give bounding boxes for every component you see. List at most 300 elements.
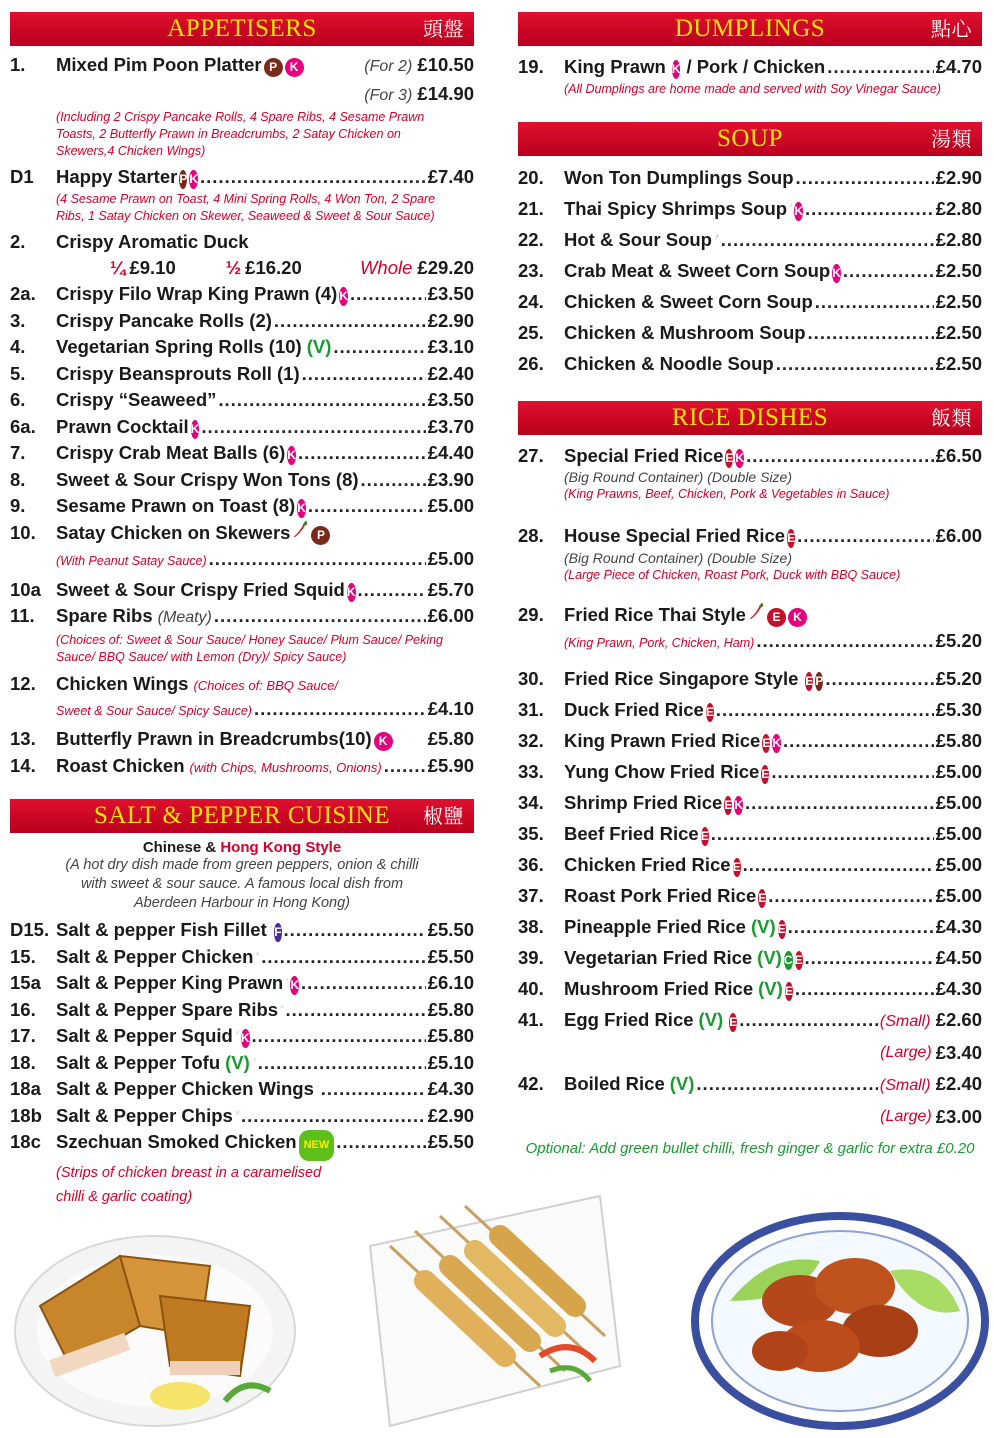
menu-item-11 [10,603,474,632]
crustacean-badge-icon: K [735,449,744,468]
item-price: £4.10 [427,698,474,719]
egg-badge-icon: E [761,765,769,784]
menu-item [10,281,474,308]
leader-dots [746,443,934,470]
leader-dots [241,1103,426,1130]
egg-badge-icon: E [767,608,786,627]
dumplings-chinese-title: 點心 [931,17,972,41]
menu-item [10,440,474,467]
egg-badge-icon: E [729,1013,737,1032]
egg-badge-icon: E [733,858,741,877]
item-name: Shrimp Fried Rice [564,791,723,813]
item-price: £5.00 [935,791,982,813]
item-number: 16. [10,998,36,1020]
item-number: 11. [10,605,35,626]
chicken-wings-photo [690,1181,990,1436]
item-number: 30. [518,667,544,689]
vegetarian-mark: (V) [306,336,332,357]
item-name: Egg Fried Rice [564,1008,694,1030]
item-number: 18c [10,1131,41,1152]
menu-item-12-price [10,699,474,720]
egg-badge-icon: E [706,703,714,722]
item-number: 40. [518,977,544,999]
item-price: £3.70 [427,415,474,437]
item-number: 10. [10,521,36,543]
item-price: £2.90 [427,309,474,331]
item-price: £2.50 [935,352,982,374]
half-label: ½ [225,257,242,278]
item-price: £5.70 [427,578,474,600]
item-name: Crispy Crab Meat Balls (6) [56,442,286,463]
item-name: Roast Chicken [56,754,185,776]
subtitle-hong-kong: Hong Kong Style [220,839,342,856]
rice-list [518,663,982,1004]
item-name: King Prawn Fried Rice [564,729,761,751]
menu-item-41-large [518,1037,982,1068]
menu-item [518,663,982,694]
leader-dots [768,880,933,911]
crustacean-badge-icon: K [189,170,198,189]
vegetarian-mark: (V) [750,915,776,937]
salt-pepper-subtitle [10,839,474,856]
item-number: 20. [518,166,544,188]
item-number: 22. [518,228,544,250]
item-number: 10a [10,578,41,600]
item-name: Crispy Pancake Rolls (2) [56,309,272,331]
chilli-icon [749,603,765,621]
item-number: 17. [10,1025,36,1046]
description-line: (A hot dry dish made from green peppers, onion & chilli [65,857,419,873]
crustacean-badge-icon: K [672,60,681,79]
item-number: 2. [10,230,26,252]
optional-extras-note: Optional: Add green bullet chilli, fresh ginger & garlic for extra £0.20 [525,1139,975,1157]
crustacean-badge-icon: K [191,420,200,439]
item-price: £5.80 [427,728,474,749]
leader-dots [254,699,426,719]
item-description: (4 Sesame Prawn on Toast, 4 Mini Spring Rolls, 4 Won Ton, 2 Spare Ribs, 1 Satay Chicken on Skewer, Seaweed & Sweet & Sour Sauce) [56,191,436,223]
item-number: 31. [518,698,544,720]
egg-badge-icon: E [701,827,709,846]
menu-item-10-price [10,546,474,573]
item-name: Thai Spicy Shrimps Soup [564,197,788,219]
chilli-icon [253,1051,256,1069]
item-price: £5.50 [427,1131,474,1152]
item-name: House Special Fried Rice [564,525,786,546]
item-price: £3.50 [427,389,474,410]
item-number: 42. [518,1072,544,1094]
item-number: 9. [10,495,26,516]
menu-item [518,317,982,348]
item-name: Salt & Pepper King Prawn [56,972,284,993]
item-number: 1. [10,54,26,75]
item-name: Chicken & Sweet Corn Soup [564,290,813,312]
leader-dots [797,523,934,550]
menu-item [10,1129,474,1161]
menu-item-41 [518,1004,982,1037]
description-line: (Strips of chicken breast in a caramelised [56,1164,322,1181]
egg-badge-icon: E [724,796,732,815]
item-name: Beef Fried Rice [564,822,699,844]
item-price: £4.30 [427,1078,474,1099]
item-name: Prawn Cocktail [56,415,189,437]
menu-item [10,944,474,971]
leader-dots [333,334,425,361]
leader-dots [384,753,426,780]
crustacean-badge-icon: K [297,499,306,518]
menu-item [518,849,982,880]
celery-badge-icon: C [784,951,793,970]
menu-item [10,1023,474,1050]
size-for-2: (For 2) [364,58,413,75]
item-name: Vegetarian Spring Rolls (10) [56,336,302,357]
leader-dots [771,756,933,787]
item-number: 19. [518,56,544,77]
item-description: Sweet & Sour Sauce/ Spicy Sauce) [56,704,252,718]
item-number: 13. [10,728,36,749]
item-number: 4. [10,336,26,357]
menu-item [518,818,982,849]
item-price: £10.50 [417,54,474,75]
item-name: Yung Chow Fried Rice [564,760,760,782]
leader-dots [308,493,426,520]
soup-chinese-title: 湯類 [931,126,972,151]
leader-dots [711,818,934,849]
item-name: Sweet & Sour Crispy Fried Squid [56,578,345,600]
salt-pepper-chinese-title: 椒鹽 [423,804,464,828]
leader-dots [258,1050,426,1077]
item-name: Sesame Prawn on Toast (8) [56,495,296,516]
menu-item [518,286,982,317]
egg-badge-icon: E [785,982,793,1001]
item-number: 14. [10,754,36,776]
leader-dots [776,348,934,379]
leader-dots [788,911,934,942]
item-price: £2.80 [935,197,982,219]
item-number: 34. [518,791,544,813]
menu-item-10a [10,577,474,604]
salt-pepper-description [10,856,474,913]
item-name: Special Fried Rice [564,444,724,466]
menu-item [10,387,474,414]
item-price: £2.50 [935,321,982,343]
item-number: 23. [518,259,544,281]
item-description: (Including 2 Crispy Pancake Rolls, 4 Spare Ribs, 4 Sesame Prawn Toasts, 2 Butterfly Prawn in Breadcrumbs, 2 Satay Chicken on Skewers,4 Chicken Wings) [56,110,425,158]
menu-item-28 [518,523,982,550]
menu-item [10,493,474,520]
menu-item-2 [10,229,474,256]
item-name: Fried Rice Singapore Style [564,667,799,689]
appetisers-title: APPETISERS [167,15,317,42]
item-description: (Big Round Container) (Double Size) [564,549,792,566]
item-description: (With Peanut Satay Sauce) [56,554,207,568]
item-price: £5.90 [427,754,474,776]
item-price: £2.40 [935,1072,982,1094]
item-price: £2.40 [427,362,474,384]
item-name: Mushroom Fried Rice [564,977,754,999]
item-price: £5.10 [427,1051,474,1073]
menu-item-29-price [518,628,982,655]
item-name: Pineapple Fried Rice [564,915,746,937]
menu-item [518,694,982,725]
item-price: £5.50 [427,919,474,940]
item-name: Crispy Aromatic Duck [56,230,249,252]
item-number: 15a [10,972,41,993]
item-name: Crispy “Seaweed” [56,389,217,410]
crustacean-badge-icon: K [734,796,743,815]
item-number: 29. [518,603,544,625]
item-name: Crab Meat & Sweet Corn Soup [564,259,831,281]
quarter-price: £9.10 [129,257,176,278]
menu-item [518,942,982,973]
vegetarian-mark: (V) [757,946,782,968]
peanut-badge-icon: P [815,672,823,691]
item-description: (King Prawns, Beef, Chicken, Pork & Vegetables in Sauce) [564,487,890,501]
item-number: D1 [10,166,34,187]
item-price: £5.50 [427,945,474,967]
item-name: Fried Rice Thai Style [564,603,746,625]
egg-badge-icon: E [787,529,795,548]
soup-list [518,162,982,379]
item-price: £5.00 [935,853,982,875]
item-number: 3. [10,309,26,331]
subtitle-chinese: Chinese & [142,839,221,856]
chilli-icon [715,228,719,246]
dumplings-banner [518,12,982,46]
item-name: Duck Fried Rice [564,698,704,720]
leader-dots [201,414,425,441]
leader-dots [808,317,934,348]
item-name: Butterfly Prawn in Breadcrumbs(10) [56,728,372,749]
menu-item [518,973,982,1004]
item-price: £2.50 [935,259,982,281]
leader-dots [209,546,426,573]
leader-dots [284,917,426,944]
item-name: Satay Chicken on Skewers [56,521,291,543]
chilli-icon [286,971,288,989]
menu-item-27 [518,443,982,470]
menu-item [10,1050,474,1077]
item-number: 8. [10,468,26,490]
vegetarian-mark: (V) [758,977,783,999]
menu-item [10,1103,474,1130]
item-number: 26. [518,352,544,374]
item-price: £5.00 [935,822,982,844]
leader-dots [805,942,934,973]
item-price: £3.10 [427,336,474,357]
item-name: Won Ton Dumplings Soup [564,166,794,188]
item-name: King Prawn [564,56,666,77]
leader-dots [745,787,934,818]
fish-badge-icon: F [274,923,281,942]
item-price: £6.10 [427,972,474,993]
item-name: Salt & Pepper Chips [56,1104,233,1126]
item-number: 33. [518,760,544,782]
item-name: Roast Pork Fried Rice [564,884,757,906]
leader-dots [805,193,934,224]
item-price: £3.50 [427,283,474,304]
item-price: £6.50 [935,444,982,466]
chilli-icon [236,1104,239,1122]
item-number: D15. [10,919,50,940]
menu-item [518,787,982,818]
quarter-label: ¼ [110,257,126,278]
rice-title: RICE DISHES [671,403,829,431]
item-number: 32. [518,729,544,751]
menu-item [518,255,982,286]
item-number: 24. [518,290,544,312]
vegetarian-mark: (V) [225,1051,250,1073]
menu-item [10,997,474,1024]
description-line: chilli & garlic coating) [56,1188,193,1205]
menu-item [10,1076,474,1103]
item-qualifier: (Meaty) [157,609,212,626]
egg-badge-icon: E [795,951,803,970]
menu-item-19 [518,54,982,81]
leader-dots [252,1023,426,1050]
item-price: £14.90 [417,82,474,104]
menu-item [518,348,982,379]
menu-item [518,193,982,224]
menu-item-10 [10,520,474,547]
egg-badge-icon: E [805,672,813,691]
leader-dots [358,577,426,604]
item-name: Happy Starter [56,166,178,187]
item-description: (with Chips, Mushrooms, Onions) [189,759,382,775]
item-price: £5.00 [427,495,474,516]
item-name: Salt & Pepper Chicken Wings [56,1078,314,1099]
item-price: £5.20 [935,630,982,651]
right-column [518,12,982,1157]
vegetarian-mark: (V) [669,1072,695,1094]
menu-item [10,308,474,335]
whole-label: Whole [359,257,413,278]
item-number: 35. [518,822,544,844]
leader-dots [200,164,426,191]
crustacean-badge-icon: K [285,58,304,77]
vegetarian-mark: (V) [698,1008,724,1030]
item-number: 2a. [10,283,36,304]
item-number: 18. [10,1051,36,1073]
item-number: 28. [518,525,544,546]
leader-dots [696,1068,877,1099]
salt-pepper-list [10,917,474,1161]
item-name: Salt & Pepper Squid [56,1025,233,1046]
item-name: Sweet & Sour Crispy Won Tons (8) [56,468,359,490]
item-price: £7.40 [427,166,474,187]
item-number: 12. [10,672,36,694]
menu-item [518,224,982,255]
item-price: £4.30 [935,977,982,999]
item-price: £5.80 [427,998,474,1020]
left-column [10,12,474,1209]
item-price: £2.90 [427,1104,474,1126]
peanut-badge-icon: P [264,58,283,77]
item-name: Chicken & Noodle Soup [564,352,774,374]
chilli-icon [317,1077,319,1095]
item-name: Chicken Wings [56,672,189,694]
item-price: £2.50 [935,290,982,312]
leader-dots [743,849,934,880]
chilli-icon [270,918,272,936]
item-name: Chicken Fried Rice [564,853,731,875]
item-number: 7. [10,442,26,463]
leader-dots [350,281,426,308]
leader-dots [214,603,426,630]
description-line: Aberdeen Harbour in Hong Kong) [133,895,351,911]
item-price: £4.50 [935,946,982,968]
crustacean-badge-icon: K [794,202,803,221]
item-price: £6.00 [935,525,982,546]
size-small: (Small) [879,1012,931,1030]
size-large: (Large) [880,1043,932,1061]
leader-dots [286,997,426,1024]
item-price: £4.30 [935,915,982,937]
leader-dots [843,255,934,286]
item-name: Salt & pepper Fish Fillet [56,919,267,940]
leader-dots [721,224,934,255]
chilli-icon [236,1024,239,1042]
chilli-icon [790,197,792,215]
menu-item [10,334,474,361]
egg-badge-icon: E [778,920,786,939]
chilli-icon [256,945,259,963]
leader-dots [336,1129,425,1156]
item-price: £5.80 [935,729,982,751]
half-price: £16.20 [245,257,302,278]
item-name-continued: / Pork / Chicken [686,56,826,77]
leader-dots [795,973,934,1004]
item-price: £3.00 [935,1105,982,1127]
peanut-badge-icon: P [311,526,330,545]
menu-item-42-large [518,1101,982,1132]
item-number: 27. [518,444,544,466]
duck-portion-prices [10,255,474,281]
item-name: Spare Ribs [56,605,153,626]
crustacean-badge-icon: K [374,732,393,751]
crustacean-badge-icon: K [339,287,348,306]
leader-dots [716,694,934,725]
menu-item-1-for-3 [10,81,474,110]
leader-dots [218,387,425,414]
item-price: £4.40 [427,442,474,463]
menu-item [10,970,474,997]
item-name: Crispy Filo Wrap King Prawn (4) [56,283,338,304]
item-number: 6a. [10,415,36,437]
size-small: (Small) [879,1076,931,1094]
chilli-icon [293,521,309,539]
item-number: 25. [518,321,544,343]
item-price: £5.30 [935,698,982,720]
size-for-3: (For 3) [364,86,413,104]
rice-chinese-title: 飯類 [931,405,972,430]
item-price: £5.80 [427,1025,474,1046]
item-description: (Big Round Container) (Double Size) [564,469,792,485]
egg-badge-icon: E [762,734,770,753]
item-number: 18a [10,1078,41,1099]
crustacean-badge-icon: K [347,583,356,602]
menu-item [10,467,474,494]
egg-badge-icon: E [758,889,766,908]
crustacean-badge-icon: K [241,1029,250,1048]
item-price: £4.70 [935,56,982,77]
menu-item-29 [518,602,982,629]
menu-item [10,361,474,388]
item-number: 18b [10,1104,42,1126]
dumplings-title: DUMPLINGS [674,15,826,42]
item-price: £3.40 [935,1041,982,1063]
menu-item [518,911,982,942]
soup-title: SOUP [717,124,783,152]
